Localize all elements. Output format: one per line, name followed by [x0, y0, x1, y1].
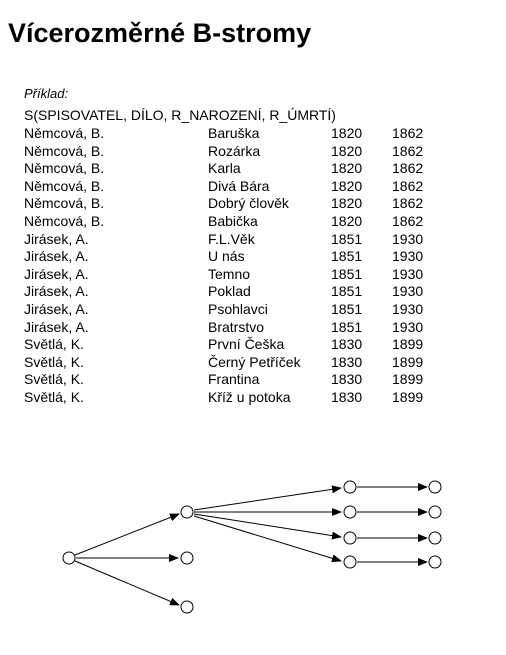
death-year-cell: 1862	[392, 160, 424, 177]
author-cell: Němcová, B.	[24, 177, 105, 194]
birth-year-cell: 1820	[331, 142, 363, 159]
birth-year-cell: 1851	[331, 230, 363, 247]
tree-node	[344, 556, 356, 568]
author-cell: Němcová, B.	[24, 125, 105, 141]
table-row	[24, 266, 464, 284]
tree-node	[181, 506, 193, 518]
author-cell: Němcová, B.	[24, 160, 105, 177]
tree-node	[344, 532, 356, 544]
author-cell: Jirásek, A.	[24, 283, 89, 300]
author-cell: Němcová, B.	[24, 212, 105, 229]
work-cell: Karla	[208, 160, 241, 177]
birth-year-cell: 1851	[331, 265, 363, 282]
birth-year-cell: 1851	[331, 300, 363, 317]
work-cell: Poklad	[208, 283, 251, 300]
work-cell: Bratrstvo	[208, 318, 265, 335]
table-row	[24, 178, 464, 196]
birth-year-cell: 1851	[331, 318, 363, 335]
work-cell: Rozárka	[208, 142, 261, 159]
tree-leaf-node	[429, 556, 441, 568]
table-row	[24, 354, 464, 372]
tree-node	[181, 601, 193, 613]
relation-table	[24, 125, 464, 407]
birth-year-cell: 1830	[331, 388, 363, 405]
table-row	[24, 319, 464, 337]
birth-year-cell: 1851	[331, 248, 363, 265]
work-cell: U nás	[208, 248, 245, 265]
tree-leaf-node	[429, 481, 441, 493]
author-cell: Jirásek, A.	[24, 248, 89, 265]
table-row	[24, 195, 464, 213]
tree-root-node	[63, 552, 75, 564]
table-row	[24, 213, 464, 231]
author-cell: Světlá, K.	[24, 388, 84, 405]
death-year-cell: 1930	[392, 248, 424, 265]
author-cell: Jirásek, A.	[24, 265, 89, 282]
table-row	[24, 389, 464, 407]
birth-year-cell: 1820	[331, 160, 363, 177]
author-cell: Němcová, B.	[24, 142, 105, 159]
table-row	[24, 125, 464, 143]
table-row	[24, 301, 464, 319]
death-year-cell: 1862	[392, 177, 424, 194]
author-cell: Jirásek, A.	[24, 318, 89, 335]
author-cell: Jirásek, A.	[24, 230, 89, 247]
death-year-cell: 1899	[392, 371, 424, 388]
tree-edge	[194, 488, 341, 510]
death-year-cell: 1862	[392, 125, 424, 141]
death-year-cell: 1930	[392, 300, 424, 317]
tree-leaf-node	[429, 532, 441, 544]
tree-leaf-node	[429, 506, 441, 518]
example-label: Příklad:	[24, 86, 69, 101]
birth-year-cell: 1830	[331, 353, 363, 370]
table-row	[24, 143, 464, 161]
work-cell: Psohlavci	[208, 300, 268, 317]
work-cell: Baruška	[208, 125, 260, 141]
tree-node	[181, 552, 193, 564]
death-year-cell: 1930	[392, 318, 424, 335]
author-cell: Světlá, K.	[24, 353, 84, 370]
birth-year-cell: 1830	[331, 371, 363, 388]
table-row	[24, 231, 464, 249]
page-title: Vícerozměrné B-stromy	[8, 18, 312, 48]
author-cell: Světlá, K.	[24, 371, 84, 388]
table-row	[24, 371, 464, 389]
work-cell: Černý Petříček	[208, 353, 301, 370]
death-year-cell: 1930	[392, 230, 424, 247]
birth-year-cell: 1830	[331, 336, 363, 353]
birth-year-cell: 1820	[331, 212, 363, 229]
tree-edge	[75, 514, 179, 555]
work-cell: Babička	[208, 212, 258, 229]
table-row	[24, 160, 464, 178]
work-cell: Kříž u potoka	[208, 388, 291, 405]
relation-schema: S(SPISOVATEL, DÍLO, R_NAROZENÍ, R_ÚMRTÍ)	[24, 107, 336, 123]
work-cell: Dobrý člověk	[208, 195, 289, 212]
birth-year-cell: 1820	[331, 195, 363, 212]
tree-edge	[75, 561, 179, 605]
death-year-cell: 1930	[392, 265, 424, 282]
b-tree-diagram	[0, 460, 506, 655]
work-cell: Frantina	[208, 371, 260, 388]
death-year-cell: 1899	[392, 388, 424, 405]
table-row	[24, 336, 464, 354]
tree-node	[344, 506, 356, 518]
work-cell: První Češka	[208, 336, 285, 353]
death-year-cell: 1862	[392, 142, 424, 159]
death-year-cell: 1862	[392, 195, 424, 212]
work-cell: Divá Bára	[208, 177, 270, 194]
death-year-cell: 1899	[392, 353, 424, 370]
author-cell: Jirásek, A.	[24, 300, 89, 317]
work-cell: Temno	[208, 265, 251, 282]
author-cell: Němcová, B.	[24, 195, 105, 212]
tree-edge	[194, 514, 341, 537]
work-cell: F.L.Věk	[208, 230, 255, 247]
birth-year-cell: 1820	[331, 125, 363, 141]
tree-edge	[194, 516, 341, 561]
birth-year-cell: 1820	[331, 177, 363, 194]
table-row	[24, 248, 464, 266]
tree-node	[344, 481, 356, 493]
author-cell: Světlá, K.	[24, 336, 84, 353]
table-row	[24, 283, 464, 301]
birth-year-cell: 1851	[331, 283, 363, 300]
death-year-cell: 1862	[392, 212, 424, 229]
death-year-cell: 1899	[392, 336, 424, 353]
death-year-cell: 1930	[392, 283, 424, 300]
